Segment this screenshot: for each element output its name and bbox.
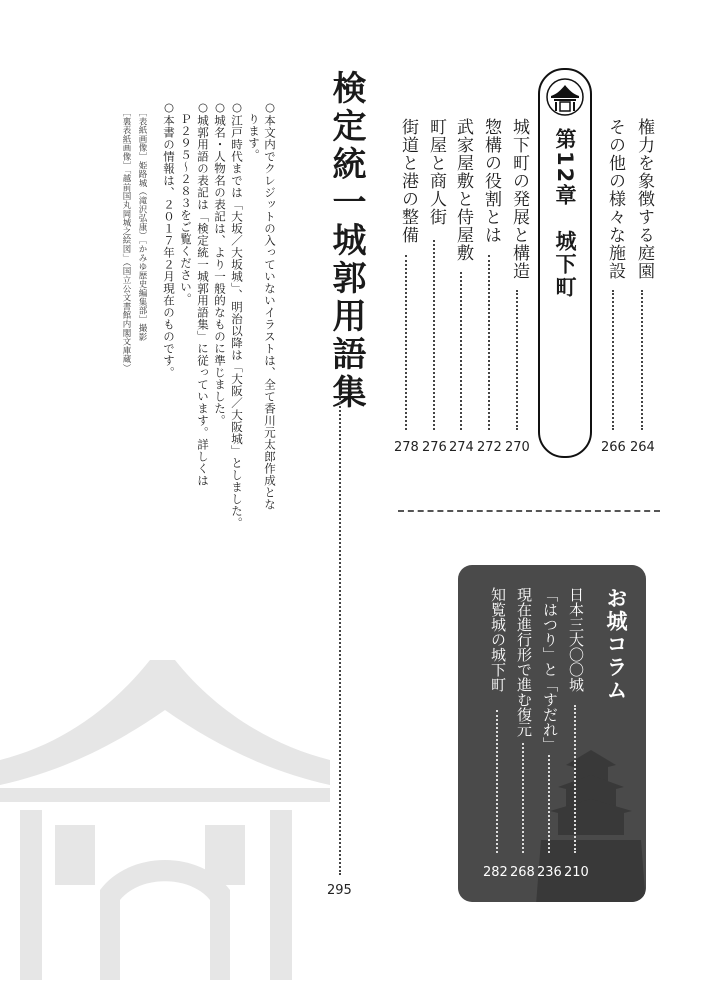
note-line: ります。	[247, 113, 261, 161]
page-number: 210	[564, 865, 589, 880]
toc-leader-dots	[612, 290, 614, 430]
page-number: 282	[483, 865, 508, 880]
page-number: 264	[630, 440, 655, 455]
note-line: ○城郭用語の表記は「検定統一城郭用語集」に従っています。詳しくは	[196, 100, 210, 487]
toc-leader-dots	[339, 395, 341, 875]
toc-item-castle-town-development[interactable]: 城下町の発展と構造	[509, 118, 529, 280]
page-number: 295	[327, 883, 352, 898]
toc-leader-dots	[522, 743, 524, 853]
note-line: ○江戸時代までは「大坂／大坂城」、明治以降は「大阪／大阪城」としました。	[230, 100, 244, 529]
toc-leader-dots	[516, 290, 518, 430]
toc-item-samurai-residences[interactable]: 武家屋敷と侍屋敷	[453, 118, 473, 262]
chapter-label: 第12章 城下町	[553, 128, 577, 300]
section-divider	[398, 510, 660, 512]
toc-leader-dots	[405, 255, 407, 430]
page-number: 270	[505, 440, 530, 455]
toc-leader-dots	[433, 240, 435, 430]
toc-leader-dots	[496, 710, 498, 853]
chapter-heading-box	[538, 68, 592, 458]
toc-leader-dots	[460, 272, 462, 430]
note-line: Ｐ２９５～２８３をご覧ください。	[179, 113, 193, 305]
toc-leader-dots	[548, 755, 550, 853]
column-item[interactable]: 日本三大〇〇城	[567, 587, 585, 692]
toc-item-roads-ports[interactable]: 街道と港の整備	[398, 118, 418, 244]
toc-leader-dots	[488, 255, 490, 430]
column-item[interactable]: 知覧城の城下町	[489, 587, 507, 692]
gate-roof-illustration	[0, 650, 330, 980]
note-line: ○本書の情報は、２０１７年２月現在のものです。	[162, 100, 176, 379]
column-item[interactable]: 現在進行形で進む復元	[515, 587, 533, 737]
toc-leader-dots	[641, 290, 643, 430]
page-number: 272	[477, 440, 502, 455]
column-box	[458, 565, 646, 902]
toc-leader-dots	[574, 705, 576, 853]
toc-item-facilities[interactable]: その他の様々な施設	[605, 118, 625, 280]
back-cover-image-credit: ［裏表紙画像］「越前国丸岡城之絵図」（国立公文書館内閣文庫蔵）	[121, 108, 131, 373]
note-line: ○本文内でクレジットの入っていないイラストは、全て香川元太郎作成とな	[263, 100, 277, 511]
page-number: 236	[537, 865, 562, 880]
column-title: お城コラム	[604, 587, 628, 702]
page-number: 276	[422, 440, 447, 455]
toc-item-sogamae[interactable]: 惣構の役割とは	[481, 118, 501, 244]
note-line: ○城名・人物名の表記は、より一般的なものに準じました。	[213, 100, 227, 427]
castle-gate-icon	[544, 78, 586, 116]
page-number: 268	[510, 865, 535, 880]
column-item[interactable]: 「はつり」と「すだれ」	[541, 587, 559, 752]
page-number: 278	[394, 440, 419, 455]
toc-item-garden[interactable]: 権力を象徴する庭園	[634, 118, 654, 280]
page-number: 274	[449, 440, 474, 455]
cover-image-credit: ［表紙画像］姫路城（滝沢弘康）［かみゆ歴史編集部］撮影	[137, 108, 147, 342]
toc-item-merchant-town[interactable]: 町屋と商人街	[426, 118, 446, 226]
glossary-title[interactable]: 検定統一城郭用語集	[326, 70, 366, 412]
page-number: 266	[601, 440, 626, 455]
